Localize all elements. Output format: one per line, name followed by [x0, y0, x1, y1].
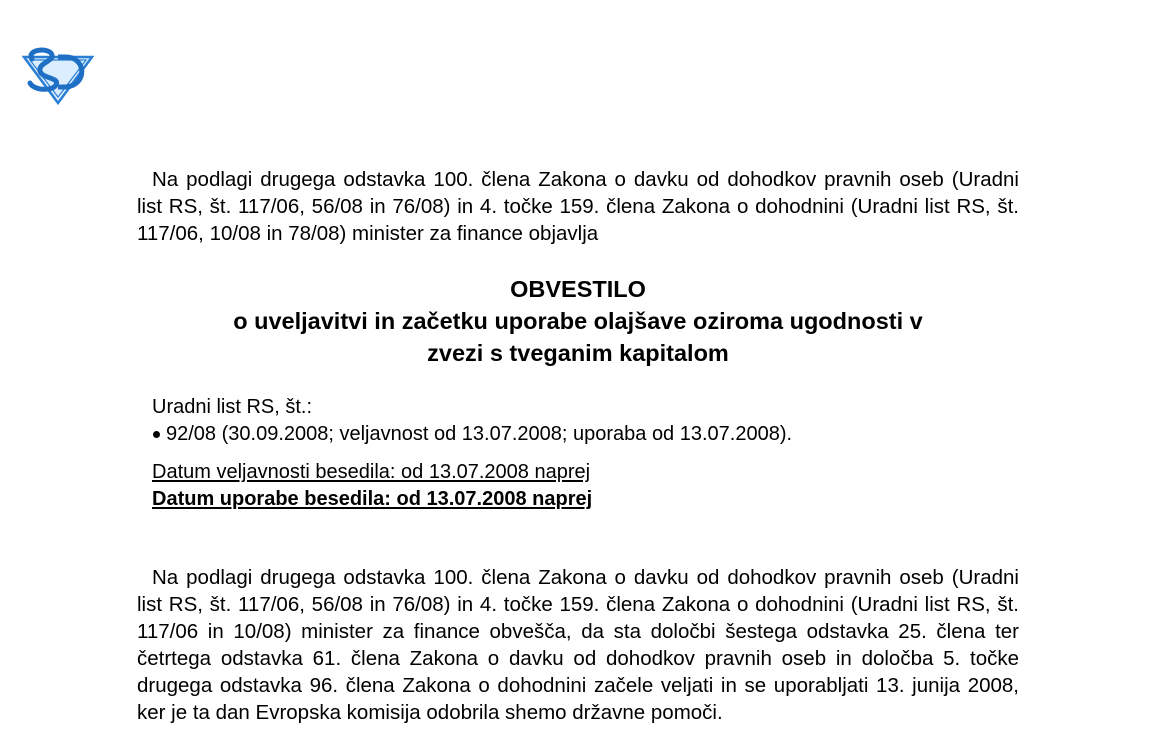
body-paragraph: Na podlagi drugega odstavka 100. člena Zakona o davku od dohodkov pravnih oseb (Uradni list RS, št. 117/06, 56/08 in 76/08) in 4. točke 159. člena Zakona o dohodnini (Uradni list RS, št. 117/06 in 10/08) minister za finance obvešča, da sta določbi šestega odstavka 25. člena ter četrtega odstavka 61. člena Zakona o davku od dohodkov pravnih oseb in določba 5. točke drugega odstavka 96. člena Zakona o dohodnini začele veljati in se uporabljati 13. junija 2008, ker je ta dan Evropska komisija odobrila shemo državne pomoči.: [137, 566, 1019, 724]
validity-date: Datum veljavnosti besedila: od 13.07.2008 naprej: [152, 461, 591, 483]
gazette-item-text: 92/08 (30.09.2008; veljavnost od 13.07.2008; uporaba od 13.07.2008).: [166, 423, 793, 445]
sd-shield-logo-icon: [20, 47, 96, 105]
gazette-reference: [152, 394, 792, 448]
bullet-icon: [153, 431, 160, 438]
intro-paragraph: Na podlagi drugega odstavka 100. člena Zakona o davku od dohodkov pravnih oseb (Uradni list RS, št. 117/06, 56/08 in 76/08) in 4. točke 159. člena Zakona o dohodnini (Uradni list RS, št. 117/06, 10/08 in 78/08) minister za finance objavlja: [137, 168, 1019, 245]
gazette-label: Uradni list RS, št.:: [152, 396, 313, 418]
document-title: [137, 273, 1019, 369]
text-dates: [152, 459, 592, 513]
application-date: Datum uporabe besedila: od 13.07.2008 naprej: [152, 488, 593, 510]
title-line-1: OBVESTILO: [510, 276, 646, 302]
gazette-item: [152, 421, 792, 448]
title-line-2: o uveljavitvi in začetku uporabe olajšave oziroma ugodnosti v: [233, 308, 923, 334]
title-line-3: zvezi s tveganim kapitalom: [427, 340, 729, 366]
